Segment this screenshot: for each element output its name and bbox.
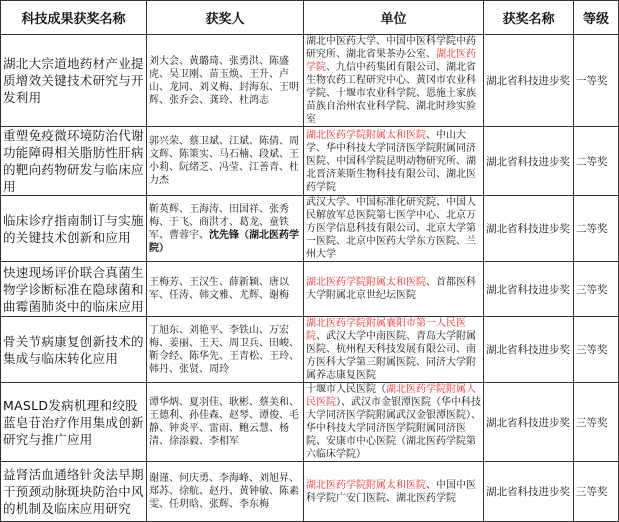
unit-highlight: 湖北医药学院附属太和医院 (306, 129, 426, 141)
winners: 谢谨、何庆勇、李海峰、刘旭昇、郑苏、徐航、赵丹、黄钟敏、陈素雯、任玥晗、张辉、李东梅 (147, 462, 304, 522)
winners: 郭兴荣、蔡卫斌、江斌、陈倩、周文辉、陈策实、马石楠、段斌、王小莉、阮绪芝、冯莹、江善青、杜力杰 (147, 127, 304, 196)
award-name: 湖北省科技进步奖 (484, 317, 574, 383)
header-level: 等级 (574, 1, 619, 35)
winners: 谭华炳、夏羽佳、耿彬、蔡美和、王德利、孙佳森、赵琴、谭俊、毛静、钟炎平、雷雨、鲍云慧、杨清、徐添毅、李相军 (147, 383, 304, 462)
units (304, 35, 484, 127)
units (304, 317, 484, 383)
award-name: 湖北省科技进步奖 (484, 262, 574, 317)
achievement-title: 湖北大宗道地药材产业提质增效关键技术研究与开发利用 (1, 35, 147, 127)
header-people: 获奖人 (147, 1, 304, 35)
table-row (1, 196, 619, 262)
winners: 王梅芳、王汉生、薛新颖、唐以军、任涛、韩文雅、尤辉、谢梅 (147, 262, 304, 317)
unit-text: 、九信中药集团有限公司、湖北省生物农药工程研究中心、黄冈市农业科学院、十堰市农业科学院、恩施土家族苗族自治州农业科学院、湖北时珍实验室 (306, 62, 476, 125)
achievement-title: 临床诊疗指南制订与实施的关键技术创新和应用 (1, 196, 147, 262)
unit-highlight: 湖北医药学院附属人民医院 (306, 384, 476, 408)
award-name: 湖北省科技进步奖 (484, 196, 574, 262)
unit-text: ）、武汉市金银潭医院（华中科技大学同济医学院附属武汉金银潭医院）、华中科技大学同济医学院附属同济医院、安康市中心医院（湖北医药学院第六临床学院） (306, 397, 481, 460)
winners (147, 196, 304, 262)
table-row (1, 383, 619, 462)
winners-text: 靳英辉、王海涛、田国祥、张秀梅、于飞、商洪才、葛龙、童铁军、曹蓉宇、 (149, 203, 289, 241)
units (304, 262, 484, 317)
table-row (1, 262, 619, 317)
achievement-title: 快速现场评价联合真菌生物学诊断标准在隐球菌和曲霉菌肺炎中的临床应用 (1, 262, 147, 317)
unit-text: 湖北中医药大学、中国中医科学院中药研究所、湖北省果茶办公室、 (306, 36, 476, 60)
unit-text: 、中国中医科学院广安门医院、湖北医药学院 (306, 479, 476, 504)
table-row (1, 127, 619, 196)
award-name: 湖北省科技进步奖 (484, 462, 574, 522)
table-row (1, 462, 619, 522)
winner-bold: 沈先锋（湖北医药学院） (149, 229, 299, 254)
header-units: 单位 (304, 1, 484, 35)
units (304, 383, 484, 462)
award-level: 三等奖 (574, 262, 619, 317)
unit-text: 武汉大学、中国标准化研究院、中国人民解放军总医院第七医学中心、北京万方医学信息科技有限公司、北京大学第一医院、北京中医药大学东方医院、兰州大学 (306, 197, 476, 260)
achievement-title: 益肾活血通络针灸法早期干预颈动脉斑块防治中风的机制及临床应用研究 (1, 462, 147, 522)
unit-highlight: 湖北医药学院附属襄阳市第一人民医院 (306, 318, 466, 342)
achievement-title: 骨关节病康复创新技术的集成与临床转化应用 (1, 317, 147, 383)
header-award: 获奖名称 (484, 1, 574, 35)
award-name: 湖北省科技进步奖 (484, 35, 574, 127)
unit-highlight: 湖北医药学院附属太和医院 (306, 479, 426, 491)
table-row (1, 317, 619, 383)
winners: 丁旭东、刘艳平、李铁山、万宏梅、姜丽、王天、周卫兵、田峻、靳令经、陈华先、王青松、王玲、韩丹、张贤、周玲 (147, 317, 304, 383)
award-level: 三等奖 (574, 317, 619, 383)
award-level: 一等奖 (574, 35, 619, 127)
unit-text: 、武汉大学中南医院、青岛大学附属医院、杭州程天科技发展有限公司、南方医科大学第三附属医院、同济大学附属养志康复医院 (306, 331, 476, 381)
award-level: 三等奖 (574, 462, 619, 522)
header-title: 科技成果获奖名称 (1, 1, 147, 35)
units (304, 127, 484, 196)
units (304, 462, 484, 522)
award-level: 二等奖 (574, 127, 619, 196)
unit-highlight: 湖北医药学院 (306, 49, 476, 73)
winners: 刘大会、黄璐琦、张勇洪、陈盛虎、吴卫刚、苗玉焕、王升、卢山、龙同、刘义梅、封海东、王明辉、张乔会、龚玲、杜鸿志 (147, 35, 304, 127)
award-name: 湖北省科技进步奖 (484, 383, 574, 462)
award-level: 三等奖 (574, 383, 619, 462)
header-row (1, 1, 619, 35)
table-row (1, 35, 619, 127)
units (304, 196, 484, 262)
unit-text: 、中山大学、华中科技大学同济医学院附属同济医院、中国科学院昆明动物研究所、湖北晋济莱斯生物科技有限公司、湖北医药学院 (306, 129, 476, 193)
award-level: 二等奖 (574, 196, 619, 262)
unit-text: 十堰市人民医院（ (306, 384, 386, 395)
unit-text: 、首都医科大学附属北京世纪坛医院 (306, 277, 476, 301)
award-name: 湖北省科技进步奖 (484, 127, 574, 196)
achievement-title: MASLD发病机理和绞股蓝皂苷治疗作用集成创新研究与推广应用 (1, 383, 147, 462)
unit-highlight: 湖北医药学院附属太和医院 (306, 277, 426, 288)
achievement-title: 重塑免疫微环境防治代谢功能障碍相关脂肪性肝病的靶向药物研发与临床应用 (1, 127, 147, 196)
